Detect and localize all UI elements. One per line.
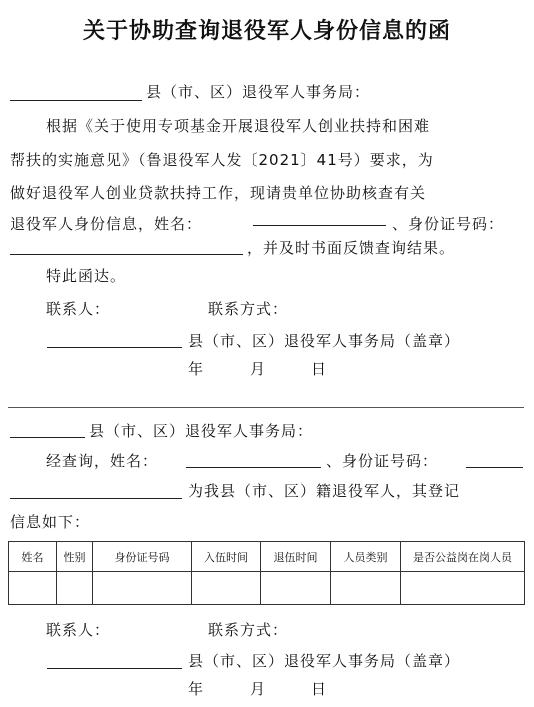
- reply-date-month: 月: [250, 680, 267, 698]
- recipient-text: 县（市、区）退役军人事务局：: [146, 83, 371, 101]
- reply-contact-method-label: 联系方式：: [208, 621, 289, 639]
- body-line-3: 做好退役军人创业贷款扶持工作，现请贵单位协助核查有关: [10, 184, 427, 202]
- table-header-row: [9, 542, 525, 572]
- name-blank: [253, 225, 386, 226]
- reply-line-2: 为我县（市、区）籍退役军人，其登记: [188, 482, 461, 500]
- body-line-2: 帮扶的实施意见》（鲁退役军人发〔2021〕41号）要求，为: [10, 151, 434, 169]
- section-divider: [8, 407, 524, 408]
- body-line-4-end: 、身份证号码：: [392, 215, 505, 233]
- reply-name-blank: [186, 467, 321, 468]
- table-header-public-post: 是否公益岗在岗人员: [401, 542, 525, 572]
- reply-line-3: 信息如下：: [10, 513, 91, 531]
- table-header-id-number: 身份证号码: [93, 542, 192, 572]
- reply-recipient-blank: [10, 437, 85, 438]
- date-day: 日: [311, 360, 328, 378]
- seal-blank: [47, 347, 182, 348]
- body-line-1: 根据《关于使用专项基金开展退役军人创业扶持和困难: [46, 117, 431, 135]
- reply-contact-label: 联系人：: [46, 621, 111, 639]
- table-header-name: 姓名: [9, 542, 57, 572]
- table-cell: [401, 572, 525, 605]
- table-header-discharge-date: 退伍时间: [261, 542, 331, 572]
- table-cell: [9, 572, 57, 605]
- info-table: [8, 541, 525, 605]
- contact-label: 联系人：: [46, 300, 111, 318]
- table-row: [9, 572, 525, 605]
- reply-line-1-end: 、身份证号码：: [326, 452, 439, 470]
- table-cell: [57, 572, 93, 605]
- reply-date-year: 年: [188, 680, 205, 698]
- date-month: 月: [250, 360, 267, 378]
- recipient-blank: [10, 100, 142, 101]
- table-cell: [93, 572, 192, 605]
- table-header-category: 人员类别: [331, 542, 401, 572]
- reply-date-day: 日: [311, 680, 328, 698]
- contact-method-label: 联系方式：: [208, 300, 289, 318]
- closing-text: 特此函达。: [46, 267, 127, 285]
- table-header-gender: 性别: [57, 542, 93, 572]
- reply-id-blank-continued: [10, 498, 182, 499]
- reply-id-blank: [466, 467, 523, 468]
- reply-seal-blank: [47, 668, 182, 669]
- table-cell: [192, 572, 261, 605]
- table-cell: [261, 572, 331, 605]
- body-line-5: ，并及时书面反馈查询结果。: [247, 239, 456, 257]
- body-line-4-start: 退役军人身份信息，姓名：: [10, 215, 203, 233]
- reply-line-1-start: 经查询，姓名：: [46, 452, 159, 470]
- id-number-blank: [10, 254, 243, 255]
- seal-line: 县（市、区）退役军人事务局（盖章）: [188, 332, 461, 350]
- reply-seal-line: 县（市、区）退役军人事务局（盖章）: [188, 652, 461, 670]
- date-year: 年: [188, 360, 205, 378]
- letter-title: 关于协助查询退役军人身份信息的函: [82, 19, 451, 44]
- table-cell: [331, 572, 401, 605]
- table-header-enlist-date: 入伍时间: [192, 542, 261, 572]
- reply-recipient-text: 县（市、区）退役军人事务局：: [89, 422, 314, 440]
